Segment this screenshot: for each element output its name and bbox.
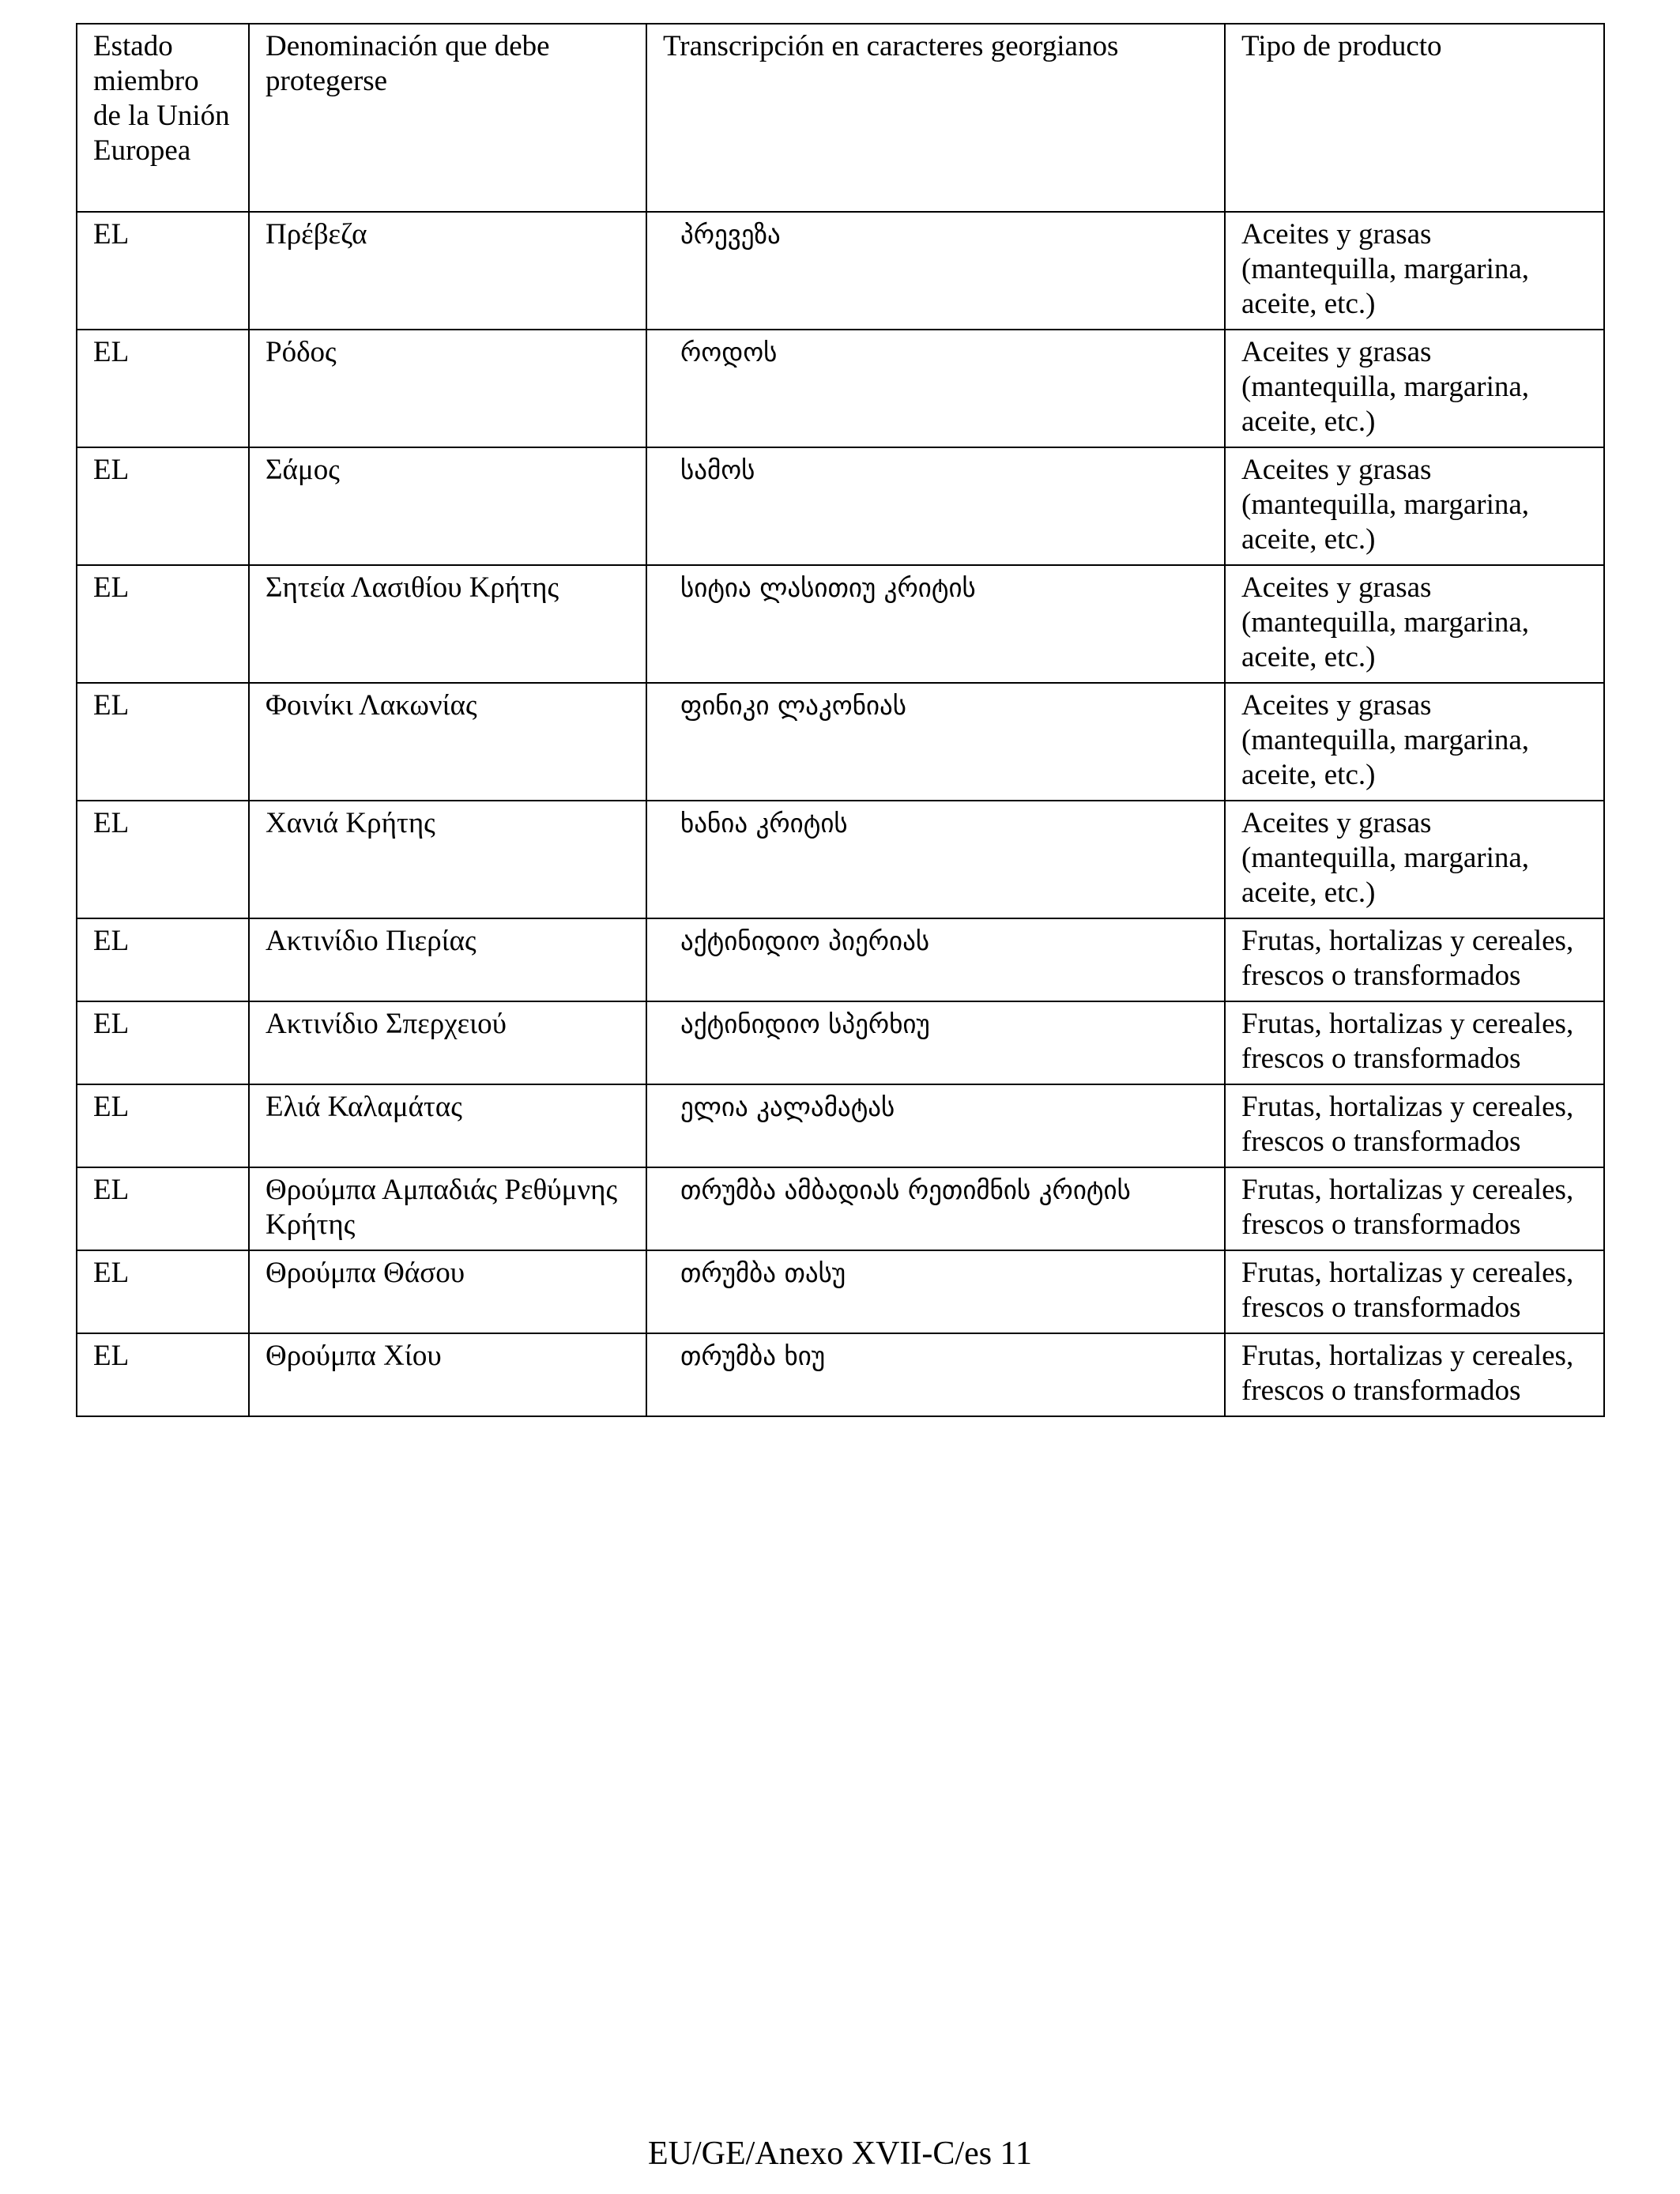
cell-transcription <box>646 1084 1225 1167</box>
cell-transcription <box>646 212 1225 330</box>
table-row <box>77 1084 1604 1167</box>
table-row <box>77 918 1604 1001</box>
cell-transcription <box>646 447 1225 565</box>
table-row <box>77 447 1604 565</box>
table-row <box>77 212 1604 330</box>
table-row <box>77 683 1604 801</box>
gi-table <box>76 23 1605 1417</box>
transcription-text: ელია კალამატას <box>680 1091 895 1122</box>
cell-name: Φοινίκι Λακωνίας <box>249 683 646 801</box>
cell-product-type: Aceites y grasas (mantequilla, margarina, aceite, etc.) <box>1225 801 1604 918</box>
cell-name: Ελιά Καλαμάτας <box>249 1084 646 1167</box>
cell-product-type: Frutas, hortalizas y cereales, frescos o transformados <box>1225 1250 1604 1333</box>
page-footer: EU/GE/Anexo XVII-C/es 11 <box>647 2136 1032 2172</box>
cell-name: Πρέβεζα <box>249 212 646 330</box>
cell-transcription <box>646 801 1225 918</box>
table-row <box>77 1333 1604 1416</box>
cell-state: EL <box>77 1250 249 1333</box>
table-header-row <box>77 24 1604 212</box>
transcription-text: აქტინიდიო სპერხიუ <box>680 1008 930 1039</box>
table-row <box>77 1167 1604 1250</box>
cell-product-type: Frutas, hortalizas y cereales, frescos o transformados <box>1225 1001 1604 1084</box>
header-name: Denominación que debe protegerse <box>249 24 646 212</box>
cell-transcription <box>646 565 1225 683</box>
transcription-text: ფინიკი ლაკონიას <box>680 690 907 721</box>
cell-state: EL <box>77 1333 249 1416</box>
cell-name: Χανιά Κρήτης <box>249 801 646 918</box>
cell-state: EL <box>77 1084 249 1167</box>
cell-state: EL <box>77 1001 249 1084</box>
cell-product-type: Frutas, hortalizas y cereales, frescos o transformados <box>1225 1333 1604 1416</box>
cell-name: Θρούμπα Αμπαδιάς Ρεθύμνης Κρήτης <box>249 1167 646 1250</box>
cell-state: EL <box>77 212 249 330</box>
table-row <box>77 801 1604 918</box>
transcription-text: სამოს <box>680 454 755 485</box>
cell-transcription <box>646 1167 1225 1250</box>
header-state: Estado miembro de la Unión Europea <box>77 24 249 212</box>
cell-transcription <box>646 683 1225 801</box>
cell-product-type: Aceites y grasas (mantequilla, margarina, aceite, etc.) <box>1225 565 1604 683</box>
transcription-text: პრევეზა <box>680 219 781 250</box>
transcription-text: თრუმბა ამბადიას რეთიმნის კრიტის <box>680 1174 1131 1205</box>
cell-product-type: Aceites y grasas (mantequilla, margarina, aceite, etc.) <box>1225 447 1604 565</box>
cell-product-type: Frutas, hortalizas y cereales, frescos o transformados <box>1225 1084 1604 1167</box>
transcription-text: ხანია კრიტის <box>680 808 848 839</box>
cell-name: Ακτινίδιο Σπερχειού <box>249 1001 646 1084</box>
transcription-text: თრუმბა თასუ <box>680 1257 846 1288</box>
transcription-text: აქტინიდიო პიერიას <box>680 925 930 956</box>
cell-transcription <box>646 1333 1225 1416</box>
header-product-type: Tipo de producto <box>1225 24 1604 212</box>
cell-name: Ακτινίδιο Πιερίας <box>249 918 646 1001</box>
cell-state: EL <box>77 683 249 801</box>
cell-state: EL <box>77 565 249 683</box>
cell-name: Σάμος <box>249 447 646 565</box>
table-row <box>77 330 1604 447</box>
cell-product-type: Aceites y grasas (mantequilla, margarina, aceite, etc.) <box>1225 212 1604 330</box>
cell-state: EL <box>77 330 249 447</box>
transcription-text: სიტია ლასითიუ კრიტის <box>680 572 976 603</box>
header-transcription: Transcripción en caracteres georgianos <box>646 24 1225 212</box>
transcription-text: თრუმბა ხიუ <box>680 1340 826 1371</box>
cell-product-type: Frutas, hortalizas y cereales, frescos o transformados <box>1225 918 1604 1001</box>
cell-state: EL <box>77 447 249 565</box>
cell-name: Ρόδος <box>249 330 646 447</box>
cell-name: Σητεία Λασιθίου Κρήτης <box>249 565 646 683</box>
cell-product-type: Frutas, hortalizas y cereales, frescos o transformados <box>1225 1167 1604 1250</box>
cell-transcription <box>646 330 1225 447</box>
cell-transcription <box>646 1250 1225 1333</box>
cell-transcription <box>646 1001 1225 1084</box>
cell-state: EL <box>77 801 249 918</box>
cell-product-type: Aceites y grasas (mantequilla, margarina, aceite, etc.) <box>1225 330 1604 447</box>
cell-state: EL <box>77 918 249 1001</box>
table-row <box>77 565 1604 683</box>
table-row <box>77 1250 1604 1333</box>
cell-product-type: Aceites y grasas (mantequilla, margarina, aceite, etc.) <box>1225 683 1604 801</box>
cell-state: EL <box>77 1167 249 1250</box>
cell-name: Θρούμπα Χίου <box>249 1333 646 1416</box>
cell-name: Θρούμπα Θάσου <box>249 1250 646 1333</box>
table-row <box>77 1001 1604 1084</box>
cell-transcription <box>646 918 1225 1001</box>
transcription-text: როდოს <box>680 337 778 368</box>
